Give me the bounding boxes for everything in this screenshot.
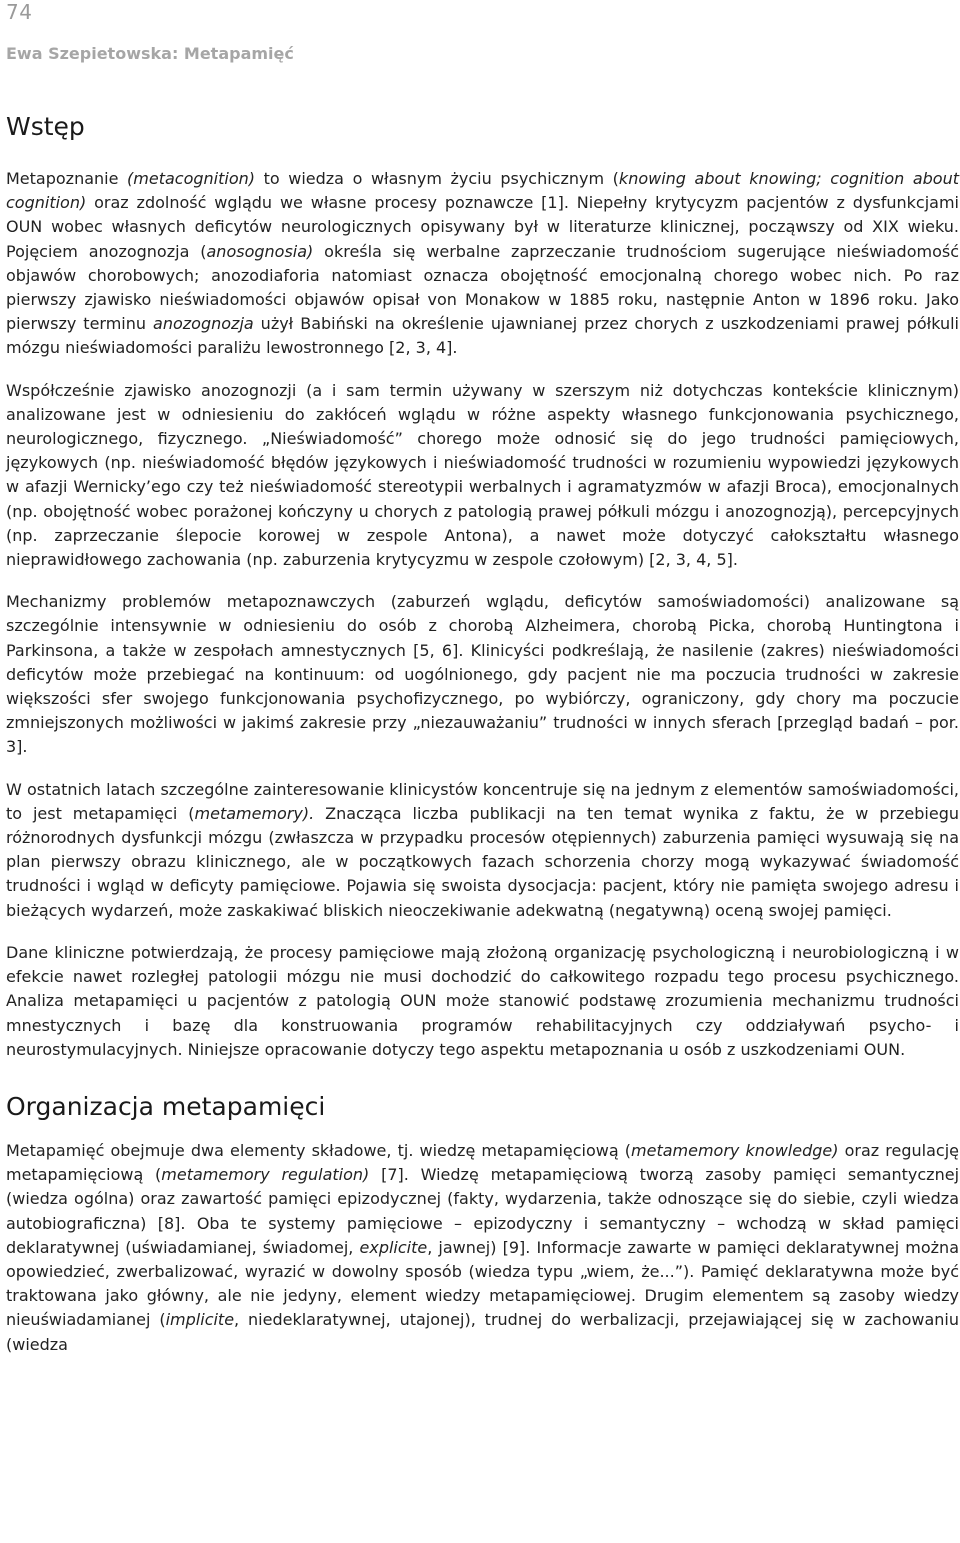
text-run: użył Babiński na określenie ujawnianej przez chorych z uszkodzeniami prawej półkuli mózgu nieświadomości paraliżu lewostronnego [2, 3, 4]. xyxy=(6,314,959,358)
text-run: oraz regulację metapamięciową ( xyxy=(6,1140,959,1185)
article-body xyxy=(6,112,959,1375)
text-run: W ostatnich latach szczególne zainteresowanie klinicystów koncentruje się na jednym z elementów samoświadomości, to jest metapamięci ( xyxy=(6,779,959,823)
text-run: , jawnej) [9]. Informacje zawarte w pamięci deklaratywnej można opowiedzieć, zwerbalizować, wyrazić w dowolny sposób (wiedza typu „wiem, że...”). Pamięć deklaratywna może być traktowana jako główny, ale nie jedyny, element wiedzy metapamięciowej. Drugim elementem są zasoby wiedzy nieuświadamianej ( xyxy=(6,1237,959,1330)
paragraph xyxy=(6,778,959,923)
paragraph xyxy=(6,167,959,361)
text-run: oraz zdolność wglądu we własne procesy poznawcze [1]. Niepełny krytycyzm pacjentów z dysfunkcjami OUN wobec własnych deficytów neurologicznych opisywany był w literaturze klinicznej, począwszy od XIX wieku. Pojęciem anozognozja ( xyxy=(6,193,959,261)
text-run: to wiedza o własnym życiu psychicznym ( xyxy=(255,169,619,188)
text-run: Metapoznanie xyxy=(6,169,128,188)
italic-term: anosognosia) xyxy=(206,241,314,261)
italic-term: metamemory). xyxy=(194,803,315,823)
italic-term: anozognozja xyxy=(153,314,254,334)
page-number: 74 xyxy=(6,0,33,24)
text-run: Mechanizmy problemów metapoznawczych (zaburzeń wglądu, deficytów samoświadomości) analizowane są szczególnie intensywnie w odniesieniu do osób z chorobą Alzheimera, chorobą Picka, chorobą Huntingtona i Parkinsona, a także w zespołach amnestycznych [5, 6]. Klinicyści podkreślają, że nasilenie (zakres) nieświadomości deficytów może przebiegać na kontinuum: od uogólnionego, gdy pacjent nie ma poczucia trudności w zakresie większości sfer swojego funkcjonowania psychofizycznego, po wybiórczy, ograniczony, gdy chory ma poczucie zmniejszonych możliwości w jakimś zakresie przy „niezauważaniu” trudności w innych sferach [przegląd badań – por. 3]. xyxy=(6,592,959,757)
section-heading-organizacja: Organizacja metapamięci xyxy=(6,1091,326,1121)
italic-term: knowing about knowing; cognition about cognition) xyxy=(6,169,960,213)
paragraph xyxy=(6,1139,959,1357)
text-run: , niedeklaratywnej, utajonej), trudnej do werbalizacji, przejawiającej się w zachowaniu (wiedza xyxy=(6,1310,960,1354)
text-run: Metapamięć obejmuje dwa elementy składowe, tj. wiedzę metapamięciową ( xyxy=(6,1140,632,1160)
italic-term: explicite xyxy=(359,1237,428,1257)
text-run: [7]. Wiedzę metapamięciową tworzą zasoby pamięci semantycznej (wiedza ogólna) oraz zawartość pamięci epizodycznej (fakty, wydarzenia, także odnoszące się do siebie, czyli wiedza autobiograficzna) [8]. Oba te systemy pamięciowe – epizodyczny i semantyczny – wchodzą w skład pamięci deklaratywnej (uświadamianej, świadomej, xyxy=(6,1165,960,1257)
text-run: określa się werbalne zaprzeczanie trudnościom sugerujące nieświadomość objawów chorobowych; anozodiaforia natomiast oznacza obojętność emocjonalną chorego wobec nich. Po raz pierwszy zjawisko nieświadomości objawów opisał von Monakow w 1885 roku, następnie Anton w 1896 roku. Jako pierwszy terminu xyxy=(6,241,959,334)
italic-term: implicite xyxy=(165,1310,235,1330)
paragraph xyxy=(6,941,959,1062)
running-head: Ewa Szepietowska: Metapamięć xyxy=(6,44,294,63)
text-run: Dane kliniczne potwierdzają, że procesy pamięciowe mają złożoną organizację psychologiczną i neurobiologiczną i w efekcie nawet rozległej patologii mózgu nie musi dochodzić do całkowitego rozpadu tego procesu psychicznego. Analiza metapamięci u pacjentów z patologią OUN może stanowić podstawę zrozumienia mechanizmu trudności mnestycznych i bazę dla konstruowania programów rehabilitacyjnych czy oddziaływań psycho- i neurostymulacyjnych. Niniejsze opracowanie dotyczy tego aspektu metapoznania u osób z uszkodzeniami OUN. xyxy=(6,942,959,1059)
section-heading-wstep: Wstęp xyxy=(6,112,85,141)
italic-term: metamemory regulation) xyxy=(161,1165,370,1185)
italic-term: metamemory knowledge) xyxy=(631,1140,839,1160)
paragraph xyxy=(6,590,959,759)
text-run: Znacząca liczba publikacji na ten temat wynika z faktu, że w przebiegu różnorodnych dysfunkcji mózgu (zwłaszcza w przypadku procesów otępiennych) zaburzenia pamięci wysuwają się na plan pierwszy obrazu klinicznego, ale w początkowych fazach schorzenia chorzy mogą wykazywać świadomość trudności i wgląd w deficyty pamięciowe. Pojawia się swoista dysocjacja: pacjent, który nie pamięta swojego adresu i bieżących wydarzeń, może zaskakiwać bliskich nieoczekiwanie adekwatną (negatywną) oceną swojej pamięci. xyxy=(6,803,960,920)
text-run: Współcześnie zjawisko anozognozji (a i sam termin używany w szerszym niż dotychczas kontekście klinicznym) analizowane jest w odniesieniu do zakłóceń wglądu w różne aspekty własnego funkcjonowania psychicznego, neurologicznego, fizycznego. „Nieświadomość” chorego może odnosić się do jego trudności pamięciowych, językowych (np. nieświadomość błędów językowych i nieświadomość trudności w rozumieniu wypowiedzi językowych w afazji Wernicky’ego czy też nieświadomość stereotypii werbalnych i agramatyzmów w afazji Broca), emocjonalnych (np. obojętność wobec porażonej kończyny u chorych z patologią prawej półkuli mózgu i anozognozją), percepcyjnych (np. zaprzeczanie ślepocie korowej w zespole Antona), a nawet może dotyczyć całokształtu własnego nieprawidłowego zachowania (np. zaburzenia krytycyzmu w zespole czołowym) [2, 3, 4, 5]. xyxy=(6,380,959,570)
italic-term: (metacognition) xyxy=(127,169,256,188)
paragraph xyxy=(6,379,959,573)
